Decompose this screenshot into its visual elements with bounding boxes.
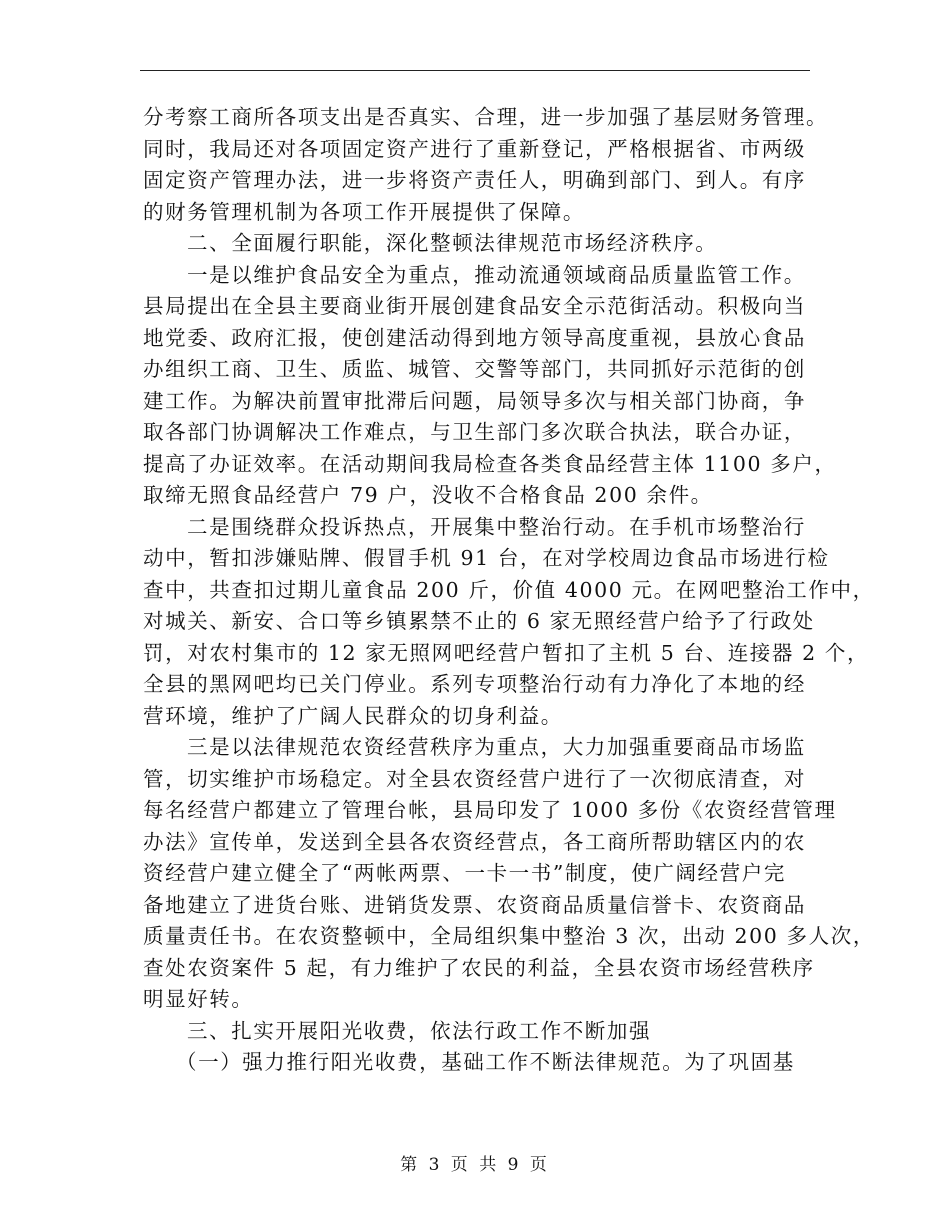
header-rule <box>140 70 810 71</box>
text-line: 查中，共查扣过期儿童食品 200 斤，价值 4000 元。在网吧整治工作中， <box>143 577 875 602</box>
text-line: 提高了办证效率。在活动期间我局检查各类食品经营主体 1100 多户， <box>143 451 837 476</box>
text-line: 固定资产管理办法，进一步将资产责任人，明确到部门、到人。有序 <box>143 168 806 192</box>
text-line: 的财务管理机制为各项工作开展提供了保障。 <box>143 199 585 224</box>
text-line: 管，切实维护市场稳定。对全县农资经营户进行了一次彻底清查，对 <box>143 766 806 791</box>
text-line: 查处农资案件 5 起，有力维护了农民的利益，全县农资市场经营秩序 <box>143 955 815 980</box>
text-line: 三、扎实开展阳光收费，依法行政工作不断加强 <box>187 1018 652 1043</box>
text-line: 对城关、新安、合口等乡镇累禁不止的 6 家无照经营户给予了行政处 <box>143 609 815 633</box>
text-line: 资经营户建立健全了“两帐两票、一卡一书”制度，使广阔经营户完 <box>143 861 786 885</box>
text-line: 取缔无照食品经营户 79 户，没收不合格食品 200 余件。 <box>143 483 713 507</box>
text-line: 取各部门协调解决工作难点，与卫生部门多次联合执法，联合办证， <box>143 420 806 444</box>
text-line: 分考察工商所各项支出是否真实、合理，进一步加强了基层财务管理。 <box>143 105 829 129</box>
text-line: 县局提出在全县主要商业街开展创建食品安全示范街活动。积极向当 <box>143 294 806 318</box>
text-line: 同时，我局还对各项固定资产进行了重新登记，严格根据省、市两级 <box>143 136 806 161</box>
page-footer: 第 3 页 共 9 页 <box>400 1155 550 1175</box>
text-line: 二、全面履行职能，深化整顿法律规范市场经济秩序。 <box>187 231 718 255</box>
text-line: 二是围绕群众投诉热点，开展集中整治行动。在手机市场整治行 <box>187 514 806 539</box>
text-line: 营环境，维护了广阔人民群众的切身利益。 <box>143 703 563 728</box>
text-line: 每名经营户都建立了管理台帐，县局印发了 1000 多份《农资经营管理 <box>143 798 837 822</box>
text-line: （一）强力推行阳光收费，基础工作不断法律规范。为了巩固基 <box>176 1050 795 1074</box>
text-line: 动中，暂扣涉嫌贴牌、假冒手机 91 台，在对学校周边食品市场进行检 <box>143 546 830 570</box>
text-line: 全县的黑网吧均已关门停业。系列专项整治行动有力净化了本地的经 <box>143 672 806 696</box>
text-line: 一是以维护食品安全为重点，推动流通领域商品质量监管工作。 <box>187 262 806 287</box>
text-line: 办组织工商、卫生、质监、城管、交警等部门，共同抓好示范街的创 <box>143 357 806 381</box>
text-line: 三是以法律规范农资经营秩序为重点，大力加强重要商品市场监 <box>187 735 806 759</box>
text-line: 办法》宣传单，发送到全县各农资经营点，各工商所帮助辖区内的农 <box>143 829 806 854</box>
text-line: 罚，对农村集市的 12 家无照网吧经营户暂扣了主机 5 台、连接器 2 个， <box>143 640 870 665</box>
text-line: 备地建立了进货台账、进销货发票、农资商品质量信誉卡、农资商品 <box>143 892 806 917</box>
text-line: 明显好转。 <box>143 987 254 1011</box>
text-line: 建工作。为解决前置审批滞后问题，局领导多次与相关部门协商，争 <box>143 388 806 413</box>
text-line: 地党委、政府汇报，使创建活动得到地方领导高度重视，县放心食品 <box>143 325 806 350</box>
document-body <box>143 102 875 1079</box>
text-line: 质量责任书。在农资整顿中，全局组织集中整治 3 次，出动 200 多人次， <box>143 924 875 948</box>
